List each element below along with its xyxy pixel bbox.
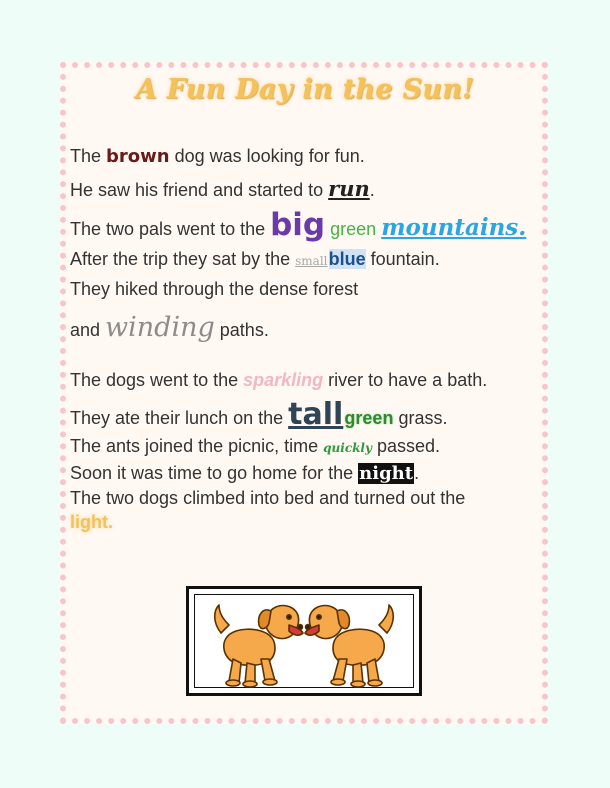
word-big: big — [270, 207, 326, 243]
line-text: . — [414, 463, 420, 483]
word-light: light. — [70, 512, 113, 532]
dog-right — [305, 605, 393, 687]
word-green-grass: green — [344, 408, 394, 428]
story-line-3 — [70, 207, 527, 243]
page-title: A Fun Day in the Sun! — [135, 74, 475, 105]
line-text: The — [70, 146, 107, 166]
story-line-11 — [70, 489, 465, 507]
story-line-8 — [70, 397, 448, 432]
word-blue: blue — [328, 249, 366, 269]
word-brown: brown — [106, 146, 170, 167]
line-text: After the trip they sat by the — [70, 249, 296, 269]
line-text: The two pals went to the — [70, 219, 271, 239]
line-text: They hiked through the dense forest — [70, 279, 359, 299]
line-text: fountain. — [365, 249, 440, 269]
word-small: small — [295, 254, 328, 268]
story-line-5 — [70, 280, 358, 298]
word-mountains: mountains. — [381, 214, 527, 241]
word-winding: winding — [105, 312, 215, 343]
story-line-12 — [70, 513, 113, 531]
story-line-4 — [70, 250, 440, 268]
line-text: dog was looking for fun. — [169, 146, 365, 166]
story-line-2 — [70, 178, 375, 199]
line-text: Soon it was time to go home for the — [70, 463, 359, 483]
line-text: passed. — [371, 436, 441, 456]
dog-left — [215, 605, 303, 687]
story-line-1 — [70, 147, 365, 166]
word-quickly: quickly — [323, 441, 372, 455]
line-text: . — [369, 180, 375, 200]
story-line-10 — [70, 464, 419, 483]
word-tall: tall — [288, 397, 344, 432]
line-text: river to have a bath. — [323, 370, 488, 390]
story-line-9 — [70, 437, 440, 455]
line-text: paths. — [214, 320, 269, 340]
line-text: The two dogs climbed into bed and turned out the — [70, 488, 466, 508]
story-line-7 — [70, 371, 487, 389]
line-text: The ants joined the picnic, time — [70, 436, 324, 456]
line-text: The dogs went to the — [70, 370, 244, 390]
word-sparkling: sparkling — [243, 370, 324, 390]
line-text: grass. — [393, 408, 448, 428]
line-text: They ate their lunch on the — [70, 408, 289, 428]
word-night: night — [359, 463, 414, 484]
word-run: run — [328, 176, 370, 201]
two-dogs-clipart-icon — [186, 586, 422, 696]
word-green: green — [330, 219, 377, 239]
story-line-6 — [70, 314, 269, 341]
line-text: and — [70, 320, 106, 340]
line-text: He saw his friend and started to — [70, 180, 329, 200]
